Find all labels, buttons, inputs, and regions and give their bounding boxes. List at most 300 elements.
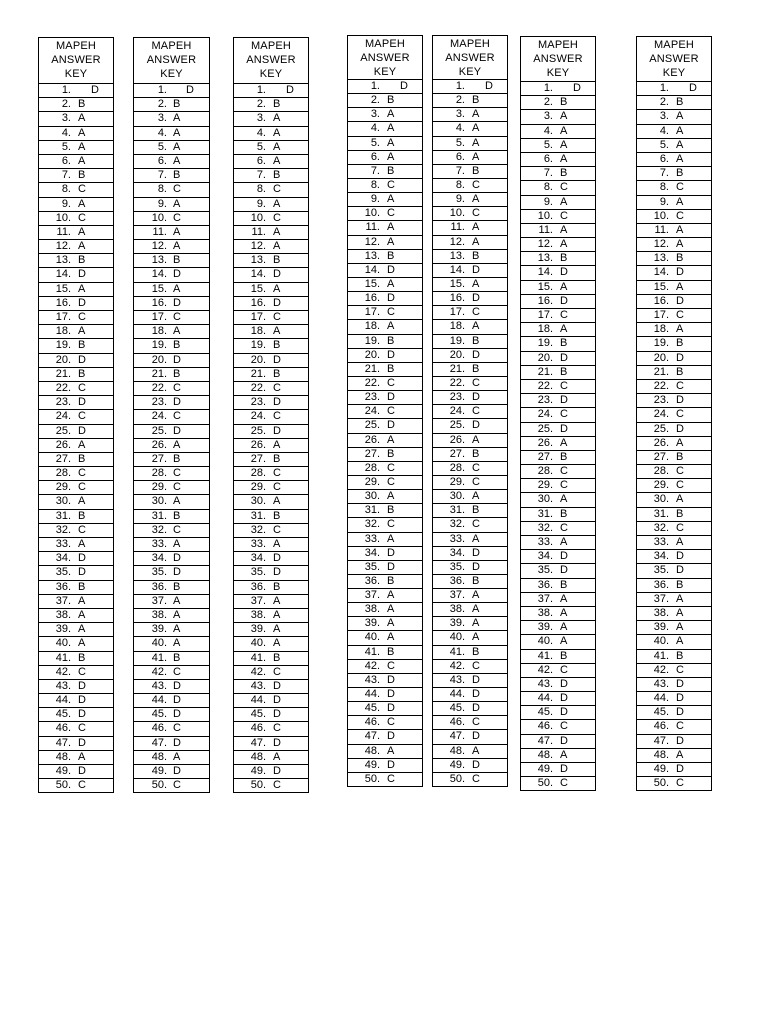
answer-row xyxy=(134,608,209,622)
item-answer: B xyxy=(472,504,480,517)
item-number: 18. xyxy=(55,325,71,338)
item-answer: A xyxy=(273,637,281,650)
item-answer: A xyxy=(78,637,86,650)
answer-row xyxy=(433,574,507,588)
item-answer: A xyxy=(472,532,480,545)
answer-row xyxy=(348,729,422,743)
item-answer: D xyxy=(173,708,181,721)
answer-row xyxy=(234,239,308,253)
title-line: MAPEH xyxy=(653,39,695,51)
item-number: 21. xyxy=(250,367,266,380)
item-number: 43. xyxy=(537,677,553,690)
item-number: 13. xyxy=(55,254,71,267)
item-number: 13. xyxy=(449,249,465,262)
answer-row xyxy=(134,778,209,792)
answer-row xyxy=(348,136,422,150)
answer-row xyxy=(637,563,711,577)
answer-row xyxy=(637,180,711,194)
answer-row xyxy=(521,393,595,407)
item-answer: B xyxy=(78,367,86,380)
answer-row xyxy=(433,729,507,743)
answer-row xyxy=(39,438,113,452)
answer-row xyxy=(637,606,711,620)
answer-row xyxy=(433,532,507,546)
item-number: 47. xyxy=(151,736,167,749)
answer-row xyxy=(521,138,595,152)
item-answer: D xyxy=(78,708,86,721)
item-number: 11. xyxy=(152,225,167,238)
item-number: 42. xyxy=(537,663,553,676)
item-answer: C xyxy=(78,722,86,735)
answer-row xyxy=(39,580,113,594)
item-number: 18. xyxy=(250,325,266,338)
answer-row xyxy=(433,503,507,517)
item-number: 46. xyxy=(449,716,465,729)
answer-row xyxy=(521,124,595,138)
title-line: MAPEH xyxy=(364,38,406,50)
item-number: 14. xyxy=(250,268,266,281)
item-number: 43. xyxy=(364,673,380,686)
item-number: 49. xyxy=(653,763,669,775)
item-answer: A xyxy=(676,280,684,293)
answer-row xyxy=(234,381,308,395)
item-number: 9. xyxy=(256,197,266,210)
answer-row xyxy=(134,239,209,253)
item-number: 38. xyxy=(364,603,380,616)
answer-row xyxy=(39,324,113,338)
item-answer: C xyxy=(676,465,684,478)
item-number: 8. xyxy=(455,178,465,191)
item-number: 22. xyxy=(151,381,167,394)
item-answer: A xyxy=(560,152,568,165)
item-answer: A xyxy=(676,138,684,151)
item-answer: C xyxy=(78,183,86,196)
answer-row xyxy=(521,450,595,464)
item-answer: D xyxy=(472,758,480,771)
answer-row xyxy=(134,253,209,267)
answer-row xyxy=(234,296,308,310)
item-answer: D xyxy=(387,560,395,573)
item-number: 21. xyxy=(653,365,669,378)
item-number: 13. xyxy=(151,254,167,267)
item-answer: A xyxy=(472,433,480,446)
item-number: 10. xyxy=(653,209,669,222)
answer-row xyxy=(134,565,209,579)
item-answer: C xyxy=(560,777,568,790)
answer-row xyxy=(521,776,595,790)
item-number: 47. xyxy=(449,730,465,743)
item-number: 48. xyxy=(151,750,167,763)
item-answer: D xyxy=(472,702,480,715)
answer-row xyxy=(637,748,711,762)
answer-row xyxy=(521,379,595,393)
item-answer: C xyxy=(173,311,181,323)
item-number: 47. xyxy=(537,734,553,747)
item-answer: C xyxy=(387,405,395,418)
answer-row xyxy=(637,578,711,592)
item-number: 7. xyxy=(455,164,465,177)
item-number: 42. xyxy=(250,665,266,678)
answer-row xyxy=(134,537,209,551)
item-number: 5. xyxy=(370,136,380,149)
answer-key-title xyxy=(234,38,308,83)
item-answer: B xyxy=(78,580,86,593)
item-number: 30. xyxy=(364,490,380,503)
item-number: 16. xyxy=(449,292,465,305)
answer-row xyxy=(234,140,308,154)
item-number: 46. xyxy=(151,722,167,735)
item-number: 27. xyxy=(55,452,71,465)
item-answer: D xyxy=(472,292,480,305)
item-answer: D xyxy=(472,348,480,361)
answer-row xyxy=(637,280,711,294)
item-answer: D xyxy=(173,296,181,309)
item-number: 12. xyxy=(653,238,669,251)
answer-row xyxy=(433,277,507,291)
item-answer: B xyxy=(676,578,684,591)
item-number: 4. xyxy=(370,122,380,135)
answer-key-title xyxy=(521,37,595,81)
item-number: 1. xyxy=(543,82,553,94)
item-number: 29. xyxy=(653,479,669,492)
item-number: 30. xyxy=(151,495,167,508)
item-number: 6. xyxy=(543,152,553,165)
item-answer: B xyxy=(273,367,281,380)
item-number: 13. xyxy=(537,252,553,265)
item-answer: B xyxy=(387,94,395,107)
item-answer: A xyxy=(173,240,181,253)
answer-row xyxy=(39,424,113,438)
answer-row xyxy=(637,492,711,506)
item-answer: C xyxy=(560,309,568,321)
item-answer: A xyxy=(676,223,684,236)
item-answer: C xyxy=(560,408,568,421)
item-number: 43. xyxy=(449,673,465,686)
answer-row xyxy=(637,95,711,109)
item-answer: D xyxy=(560,692,568,705)
item-number: 22. xyxy=(653,379,669,392)
item-answer: B xyxy=(560,167,568,180)
item-number: 6. xyxy=(659,152,669,165)
item-number: 24. xyxy=(537,408,553,421)
answer-row xyxy=(637,294,711,308)
item-number: 28. xyxy=(55,467,71,480)
item-number: 48. xyxy=(364,744,380,757)
item-number: 24. xyxy=(151,410,167,423)
item-number: 37. xyxy=(449,589,465,602)
item-answer: A xyxy=(173,637,181,650)
title-line: KEY xyxy=(64,68,88,80)
item-number: 34. xyxy=(364,546,380,559)
item-number: 13. xyxy=(653,252,669,265)
answer-row xyxy=(637,719,711,733)
item-number: 15. xyxy=(449,277,465,290)
item-answer: D xyxy=(78,765,86,777)
item-number: 39. xyxy=(250,623,266,636)
item-number: 7. xyxy=(659,167,669,180)
answer-row xyxy=(134,282,209,296)
answer-row xyxy=(134,494,209,508)
item-number: 49. xyxy=(151,765,167,777)
item-answer: D xyxy=(472,673,480,686)
item-answer: D xyxy=(560,706,568,719)
item-answer: A xyxy=(78,608,86,621)
item-answer: C xyxy=(472,475,480,488)
item-answer: A xyxy=(472,136,480,149)
answer-row xyxy=(433,79,507,93)
item-number: 48. xyxy=(55,750,71,763)
item-answer: B xyxy=(173,339,181,352)
item-number: 29. xyxy=(364,475,380,488)
answer-row xyxy=(521,365,595,379)
item-answer: A xyxy=(560,138,568,151)
item-number: 24. xyxy=(653,408,669,421)
answer-row xyxy=(348,489,422,503)
item-number: 45. xyxy=(537,706,553,719)
item-answer: A xyxy=(676,748,684,761)
item-number: 37. xyxy=(55,594,71,607)
item-answer: B xyxy=(560,578,568,591)
item-number: 50. xyxy=(55,779,71,792)
item-answer: B xyxy=(273,452,281,465)
item-number: 45. xyxy=(250,708,266,721)
answer-row xyxy=(348,546,422,560)
item-number: 5. xyxy=(256,140,266,153)
item-number: 21. xyxy=(364,362,380,375)
item-answer: B xyxy=(560,96,568,109)
item-number: 2. xyxy=(61,98,71,111)
item-answer: C xyxy=(560,181,568,194)
answer-row xyxy=(637,265,711,279)
title-line: ANSWER xyxy=(246,54,296,66)
answer-row xyxy=(348,517,422,531)
item-answer: D xyxy=(472,419,480,432)
item-number: 42. xyxy=(364,659,380,672)
item-number: 10. xyxy=(449,207,465,220)
item-number: 2. xyxy=(543,96,553,109)
answer-row xyxy=(637,393,711,407)
answer-row xyxy=(521,351,595,365)
title-line: MAPEH xyxy=(250,40,292,52)
answer-row xyxy=(234,750,308,764)
answer-row xyxy=(433,560,507,574)
item-number: 31. xyxy=(537,507,553,520)
answer-row xyxy=(234,353,308,367)
item-number: 32. xyxy=(151,523,167,536)
answer-row xyxy=(637,308,711,322)
answer-row xyxy=(39,353,113,367)
answer-row xyxy=(348,447,422,461)
item-answer: D xyxy=(387,391,395,404)
item-answer: A xyxy=(173,126,181,139)
item-answer: B xyxy=(173,580,181,593)
item-answer: D xyxy=(560,564,568,577)
answer-row xyxy=(433,758,507,772)
item-number: 5. xyxy=(157,140,167,153)
answer-row xyxy=(234,225,308,239)
answer-row xyxy=(433,418,507,432)
item-number: 41. xyxy=(449,645,465,658)
item-number: 16. xyxy=(151,296,167,309)
answer-row xyxy=(348,772,422,786)
item-answer: C xyxy=(676,309,684,321)
item-answer: A xyxy=(387,631,395,644)
item-number: 15. xyxy=(537,280,553,293)
item-number: 3. xyxy=(455,108,465,121)
title-line: ANSWER xyxy=(445,52,495,64)
answer-row xyxy=(39,466,113,480)
item-answer: D xyxy=(387,292,395,305)
answer-row xyxy=(348,645,422,659)
item-answer: A xyxy=(560,621,568,634)
answer-row xyxy=(134,267,209,281)
item-number: 23. xyxy=(55,396,71,409)
answer-row xyxy=(521,734,595,748)
answer-row xyxy=(348,277,422,291)
item-answer: C xyxy=(173,722,181,735)
item-number: 35. xyxy=(55,566,71,579)
answer-row xyxy=(39,721,113,735)
item-answer: B xyxy=(560,649,568,662)
answer-row xyxy=(521,549,595,563)
item-answer: D xyxy=(78,353,86,366)
item-answer: A xyxy=(78,240,86,253)
answer-row xyxy=(39,381,113,395)
item-number: 41. xyxy=(151,651,167,664)
answer-row xyxy=(637,776,711,790)
answer-row xyxy=(39,197,113,211)
item-number: 10. xyxy=(151,211,167,224)
answer-row xyxy=(39,97,113,111)
item-number: 37. xyxy=(653,592,669,605)
item-answer: D xyxy=(173,396,181,409)
item-number: 28. xyxy=(449,461,465,474)
item-answer: C xyxy=(472,405,480,418)
item-answer: C xyxy=(173,211,181,224)
item-answer: D xyxy=(560,422,568,435)
item-number: 45. xyxy=(449,702,465,715)
item-answer: B xyxy=(387,504,395,517)
item-answer: A xyxy=(472,150,480,163)
item-answer: C xyxy=(676,663,684,676)
item-number: 33. xyxy=(364,532,380,545)
answer-row xyxy=(134,721,209,735)
title-line: ANSWER xyxy=(51,54,101,66)
item-answer: A xyxy=(560,493,568,506)
item-number: 48. xyxy=(537,748,553,761)
item-number: 50. xyxy=(653,777,669,790)
item-answer: B xyxy=(676,365,684,378)
answer-row xyxy=(521,308,595,322)
item-number: 43. xyxy=(653,677,669,690)
answer-row xyxy=(521,691,595,705)
item-answer: B xyxy=(78,169,86,182)
answer-row xyxy=(134,679,209,693)
answer-row xyxy=(348,334,422,348)
answer-row xyxy=(521,223,595,237)
answer-row xyxy=(134,154,209,168)
answer-row xyxy=(39,707,113,721)
item-number: 27. xyxy=(537,450,553,463)
item-number: 12. xyxy=(537,238,553,251)
item-number: 29. xyxy=(537,479,553,492)
item-number: 17. xyxy=(250,311,266,323)
answer-key-title xyxy=(39,38,113,83)
answer-row xyxy=(39,778,113,792)
answer-row xyxy=(521,677,595,691)
item-answer: D xyxy=(273,353,281,366)
item-answer: A xyxy=(78,126,86,139)
item-number: 31. xyxy=(55,509,71,522)
answer-row xyxy=(433,390,507,404)
item-answer: A xyxy=(676,635,684,648)
title-line: MAPEH xyxy=(537,39,579,51)
item-number: 15. xyxy=(250,282,266,295)
item-number: 9. xyxy=(455,193,465,206)
answer-key-title xyxy=(134,38,209,83)
item-number: 47. xyxy=(250,736,266,749)
item-number: 41. xyxy=(364,645,380,658)
answer-row xyxy=(433,517,507,531)
answer-row xyxy=(637,677,711,691)
answer-row xyxy=(637,351,711,365)
item-number: 26. xyxy=(250,438,266,451)
answer-row xyxy=(637,195,711,209)
answer-row xyxy=(134,225,209,239)
item-number: 33. xyxy=(151,538,167,550)
answer-row xyxy=(433,291,507,305)
item-answer: A xyxy=(273,126,281,139)
item-answer: C xyxy=(273,481,281,494)
answer-row xyxy=(134,594,209,608)
title-line: KEY xyxy=(458,66,482,78)
item-number: 11. xyxy=(56,225,71,238)
item-answer: C xyxy=(387,207,395,220)
item-number: 17. xyxy=(653,309,669,321)
answer-row xyxy=(134,353,209,367)
answer-row xyxy=(134,409,209,423)
answer-row xyxy=(348,79,422,93)
item-answer: A xyxy=(387,532,395,545)
item-number: 5. xyxy=(659,138,669,151)
item-answer: B xyxy=(472,645,480,658)
item-answer: C xyxy=(472,461,480,474)
answer-row xyxy=(39,565,113,579)
item-answer: D xyxy=(676,351,684,364)
item-answer: D xyxy=(387,348,395,361)
answer-row xyxy=(348,164,422,178)
answer-key-column-1 xyxy=(38,37,114,793)
item-answer: A xyxy=(273,438,281,451)
answer-row xyxy=(234,126,308,140)
item-answer: D xyxy=(676,266,684,279)
answer-row xyxy=(433,475,507,489)
item-number: 32. xyxy=(250,523,266,536)
item-number: 22. xyxy=(449,376,465,389)
item-answer: D xyxy=(78,736,86,749)
answer-row xyxy=(134,296,209,310)
item-number: 23. xyxy=(449,391,465,404)
answer-row xyxy=(637,734,711,748)
answer-row xyxy=(39,211,113,225)
answer-row xyxy=(39,494,113,508)
item-number: 50. xyxy=(151,779,167,792)
answer-row xyxy=(39,338,113,352)
answer-row xyxy=(234,338,308,352)
item-answer: C xyxy=(676,379,684,392)
answer-row xyxy=(234,551,308,565)
item-answer: C xyxy=(676,521,684,534)
